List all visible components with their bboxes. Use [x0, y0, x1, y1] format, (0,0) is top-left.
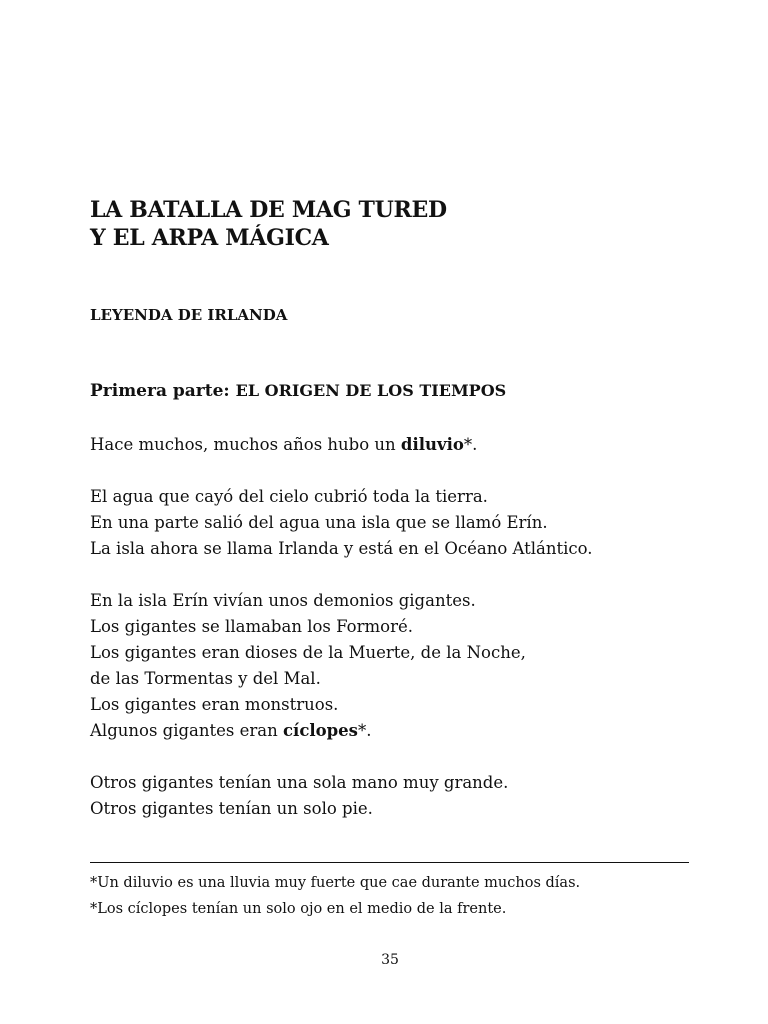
section-title: EL ORIGEN DE LOS TIEMPOS: [235, 381, 507, 400]
body-line: [90, 718, 690, 744]
text-segment: Hace muchos, muchos años hubo un: [90, 435, 401, 454]
text-segment: *.: [463, 435, 478, 454]
body-line: En la isla Erín vivían unos demonios gigantes.: [90, 591, 476, 610]
body-line: Los gigantes eran monstruos.: [90, 695, 339, 714]
paragraph-1: [90, 432, 690, 458]
text-segment: *.: [357, 721, 372, 740]
legend-subtitle: LEYENDA DE IRLANDA: [90, 306, 288, 324]
story-body: [90, 432, 690, 848]
section-part-label: Primera parte:: [90, 381, 230, 401]
paragraph-4: [90, 770, 690, 822]
body-line: Otros gigantes tenían un solo pie.: [90, 799, 373, 818]
page-number: 35: [381, 952, 399, 968]
book-page: [90, 0, 690, 1024]
body-line: La isla ahora se llama Irlanda y está en el Océano Atlántico.: [90, 539, 593, 558]
paragraph-2: [90, 484, 690, 562]
title-line-2: Y EL ARPA MÁGICA: [90, 225, 329, 251]
glossary-term-diluvio: diluvio: [400, 435, 464, 454]
story-title: [90, 196, 447, 252]
section-heading: [90, 380, 506, 402]
body-line: Los gigantes eran dioses de la Muerte, de la Noche,: [90, 643, 526, 662]
text-segment: Algunos gigantes eran: [90, 721, 283, 740]
body-line: El agua que cayó del cielo cubrió toda la tierra.: [90, 487, 488, 506]
footnote-diluvio: *Un diluvio es una lluvia muy fuerte que cae durante muchos días.: [90, 875, 581, 891]
paragraph-3: [90, 588, 690, 744]
body-line: Otros gigantes tenían una sola mano muy grande.: [90, 773, 509, 792]
footnote-divider: [90, 862, 689, 863]
footnotes: [90, 870, 580, 922]
body-line: Los gigantes se llamaban los Formoré.: [90, 617, 413, 636]
footnote-ciclopes: *Los cíclopes tenían un solo ojo en el medio de la frente.: [90, 901, 507, 917]
glossary-term-ciclopes: cíclopes: [283, 721, 358, 740]
title-line-1: LA BATALLA DE MAG TURED: [90, 197, 447, 223]
body-line: de las Tormentas y del Mal.: [90, 669, 321, 688]
body-line: En una parte salió del agua una isla que se llamó Erín.: [90, 513, 548, 532]
body-line: [90, 432, 690, 458]
